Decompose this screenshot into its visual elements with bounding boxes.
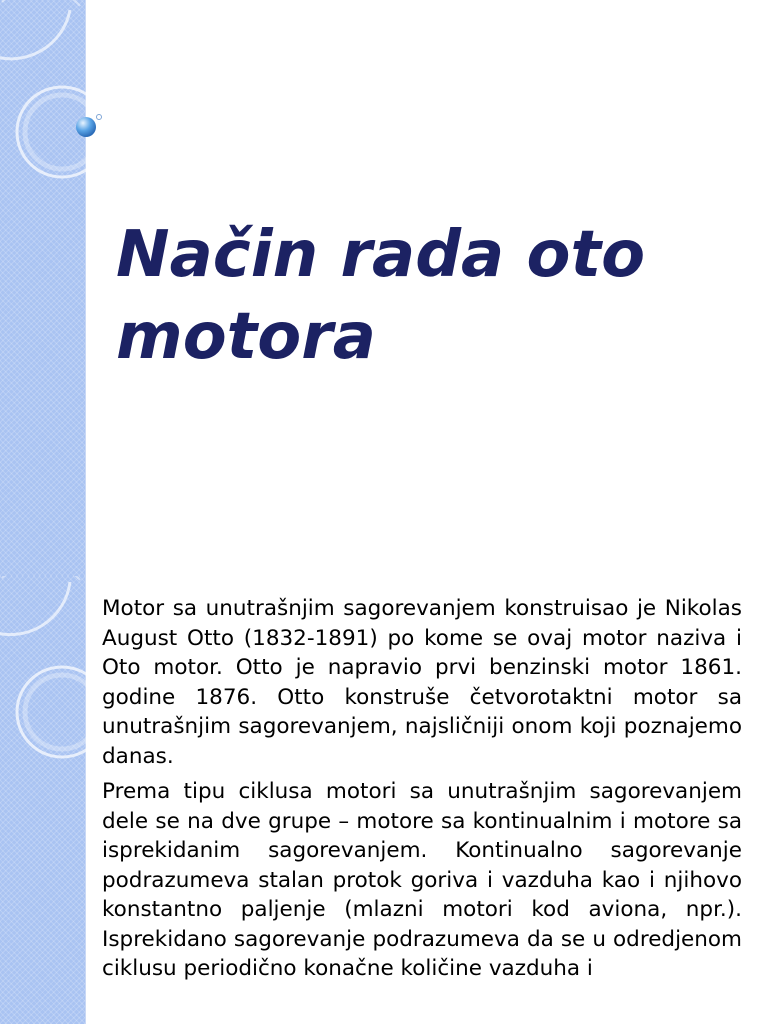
body-paragraph: Motor sa unutrašnjim sagorevanjem konstruisao je Nikolas August Otto (1832-1891) po kome se ovaj motor naziva i Oto motor. Otto je napravio prvi benzinski motor 1861. godine 1876. Otto konstruše četvorotaktni motor sa unutrašnjim sagorevanjem, najsličniji onom koji poznajemo danas. [102,596,742,769]
decorative-rings [0,0,110,576]
orb-icon [76,117,96,137]
slide-body [102,594,742,990]
text-slide [0,576,768,1024]
decorative-rings [0,576,110,1024]
body-paragraph: Prema tipu ciklusa motori sa unutrašnjim sagorevanjem dele se na dve grupe – motore sa kontinualnim i motore sa isprekidanim sagorevanjem. Kontinualno sagorevanje podrazumeva stalan protok goriva i vazduha kao i njihovo konstantno paljenje (mlazni motori kod aviona, npr.). Isprekidano sagorevanje podrazumeva da se u odredjenom ciklusu periodično konačne količine vazduha i [102,779,742,981]
slide-title: Način rada oto motora [116,218,646,374]
